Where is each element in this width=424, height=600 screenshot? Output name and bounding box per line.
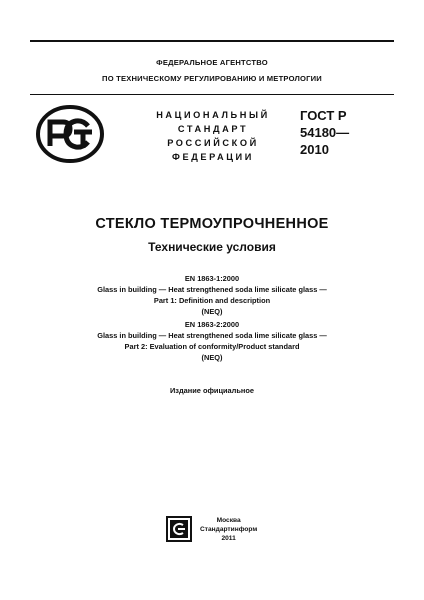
- rst-logo-icon: [36, 104, 104, 164]
- ref-2-title-line-1: Glass in building — Heat strengthened soda lime silicate glass —: [97, 331, 327, 340]
- standard-type: [138, 108, 288, 164]
- designation-line-3: 2010: [300, 142, 329, 157]
- ref-1-code: EN 1863-1:2000: [184, 274, 240, 283]
- publisher-city: Москва: [216, 517, 241, 524]
- designation-line-1: ГОСТ Р: [300, 108, 347, 123]
- ref-1-degree: (NEQ): [201, 307, 223, 316]
- header-rule: [30, 94, 394, 95]
- publisher-info: [200, 516, 257, 543]
- standard-type-line-4: ФЕДЕРАЦИИ: [172, 152, 254, 162]
- ref-1-title-line-2: Part 1: Definition and description: [153, 296, 271, 305]
- designation-line-2: 54180—: [300, 125, 350, 140]
- top-rule: [30, 40, 394, 42]
- agency-line-2: ПО ТЕХНИЧЕСКОМУ РЕГУЛИРОВАНИЮ И МЕТРОЛОГИИ: [102, 74, 322, 83]
- document-subtitle: Технические условия: [148, 240, 276, 254]
- standard-type-line-1: НАЦИОНАЛЬНЫЙ: [156, 110, 270, 120]
- standard-designation: [300, 107, 349, 158]
- agency-line-1: ФЕДЕРАЛЬНОЕ АГЕНТСТВО: [156, 58, 268, 67]
- document-title: СТЕКЛО ТЕРМОУПРОЧНЕННОЕ: [95, 216, 329, 232]
- standard-type-line-3: РОССИЙСКОЙ: [167, 138, 259, 148]
- ref-1-title-line-1: Glass in building — Heat strengthened soda lime silicate glass —: [97, 285, 327, 294]
- ref-2-degree: (NEQ): [201, 353, 223, 362]
- standard-type-line-2: СТАНДАРТ: [177, 124, 249, 134]
- ref-2-title-line-2: Part 2: Evaluation of conformity/Product standard: [124, 342, 300, 351]
- standartinform-icon: [166, 516, 192, 542]
- publisher-name: Стандартинформ: [200, 526, 258, 533]
- publication-year: 2011: [221, 535, 236, 542]
- edition-note: Издание официальное: [169, 386, 254, 395]
- ref-2-code: EN 1863-2:2000: [184, 320, 240, 329]
- reference-standards: [30, 273, 394, 363]
